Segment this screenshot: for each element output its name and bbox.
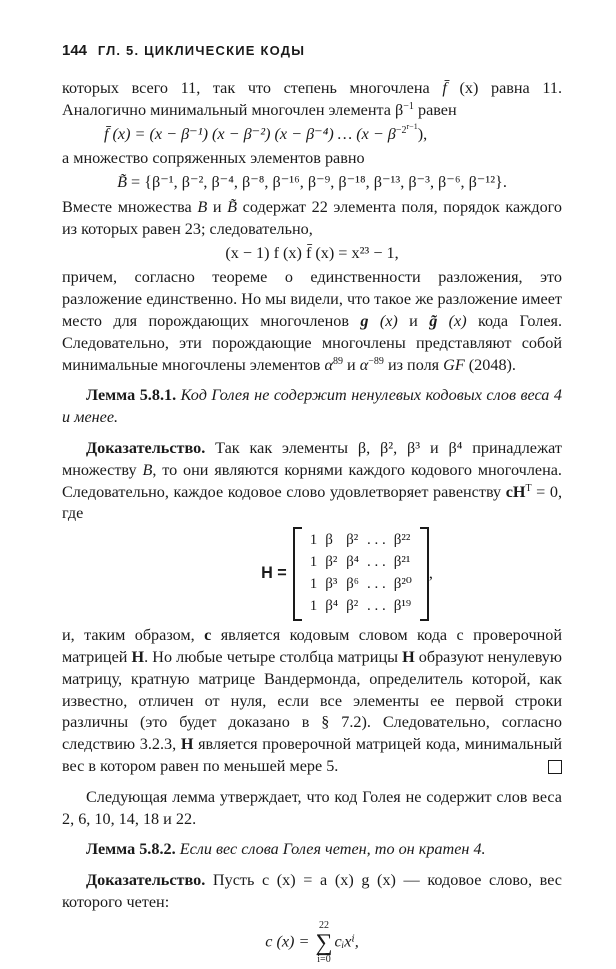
eq1-text: (x) = (x − β⁻¹) (x − β⁻²) (x − β⁻⁴) … (x − β <box>112 124 396 143</box>
cell: β <box>325 532 333 549</box>
text: . Но любые четыре столбца матрицы <box>144 647 403 666</box>
sum-upper: 22 <box>318 919 329 931</box>
proof-label: Доказательство. <box>86 438 206 457</box>
sum-sign: 22 ∑ i=0 <box>315 919 333 965</box>
text: образуют ненулевую матрицу, кратную матрице Вандермонда, определитель которой, как известно, отличен от нуля, если все элементы ее первой строки различны (это будет доказано в § 7.2). Следовательно, согласно следствию 3.2.3, <box>62 647 562 754</box>
cell: β⁶ <box>346 576 359 593</box>
cell: . . . <box>366 576 386 593</box>
sum-lhs: c (x) = <box>265 932 314 951</box>
text: Вместе множества <box>62 197 198 216</box>
cell: β¹⁹ <box>393 598 412 615</box>
matrix-row <box>306 596 416 618</box>
paragraph-conjugates: а множество сопряженных элементов равно <box>62 149 365 168</box>
running-header <box>62 40 305 62</box>
equation-fbar: f̄ (x) = (x − β⁻¹) (x − β⁻²) (x − β⁻⁴) … $(x - \beta^{-2^{r-1}})$, <box>104 121 428 143</box>
matrix-row <box>306 530 416 552</box>
matrix-h <box>132 527 562 621</box>
cell: . . . <box>366 532 386 549</box>
lemma-label: Лемма 5.8.1. <box>86 386 177 405</box>
proof-lemma-5-8-1: Доказательство. Так как элементы β, β², β³ и β⁴ принадлежат множеству B, то они являются корнями каждого кодового многочлена. Следовательно, каждое кодовое слово удовлетворяет равенству $cH^T = 0$, где <box>62 438 562 523</box>
cell: β² <box>346 598 359 615</box>
running-title: ГЛ. 5. ЦИКЛИЧЕСКИЕ КОДЫ <box>97 43 306 58</box>
matrix-label: H = <box>261 564 287 583</box>
text: (2048). <box>464 355 516 374</box>
paragraph-vandermonde: и, таким образом, c является кодовым словом кода с проверочной матрицей H. Но любые четыре столбца матрицы H образуют ненулевую матрицу, кратную матрице Вандермонда, определитель которой, как известно, отличен от нуля, если все элементы ее первой строки различны (это будет доказано в § 7.2). Следовательно, согласно следствию 3.2.3, H является проверочной матрицей кода, минимальный вес в котором равен по меньшей мере 5. <box>62 626 563 775</box>
cell: β²¹ <box>393 554 411 571</box>
left-bracket <box>293 527 302 621</box>
text: и <box>207 197 228 216</box>
page-number: 144 <box>62 42 88 59</box>
lemma-text: Код Голея не содержит ненулевых кодовых слов веса 4 и менее. <box>62 386 562 427</box>
text: из поля <box>383 355 444 374</box>
page-body <box>62 78 562 969</box>
cell: . . . <box>366 598 386 615</box>
text: равен <box>413 100 457 119</box>
comma: , <box>428 564 433 583</box>
paragraph-together: Вместе множества B и B̃ содержат 22 элемента поля, порядок каждого из которых равен 23; следовательно, <box>62 197 562 238</box>
cell: β³ <box>325 576 338 593</box>
lemma-text: Если вес слова Голея четен, то он кратен 4. <box>175 840 486 859</box>
text: является проверочной матрицей кода, минимальный вес в котором равен по меньшей мере 5. <box>62 735 562 775</box>
cell: β²² <box>393 532 411 549</box>
equation-sum <box>62 920 562 966</box>
text: кода Голея. Следовательно, эти порождающие многочлены представляют собой минимальные многочлены элементов <box>62 311 563 374</box>
text: Пусть c (x) = a (x) g (x) — кодовое слово, вес которого четен: <box>62 871 562 911</box>
sum-lower: i=0 <box>317 953 331 965</box>
paragraph-uniqueness: причем, согласно теореме о единственности разложения, это разложение единственно. Но мы видели, что такое же разложение имеет место для порождающих многочленов g (x) и g̃ (x) кода Голея. Следовательно, эти порождающие многочлены представляют собой минимальные многочлены элементов $\alpha^{89}$ и $\alpha^{-89}$ из поля GF (2048). <box>62 268 563 374</box>
qed-icon <box>548 760 562 774</box>
text: Так как элементы β, β², β³ и β⁴ принадлежат множеству <box>62 438 562 479</box>
f-bar: f̄ <box>442 79 447 97</box>
lemma-5-8-1 <box>62 385 562 429</box>
cell: β²⁰ <box>393 576 412 593</box>
cell: β² <box>346 532 359 549</box>
cell: β⁴ <box>325 598 339 615</box>
right-bracket <box>420 527 429 621</box>
text: и, таким образом, <box>62 626 205 645</box>
cell: 1 <box>309 598 318 615</box>
cell: . . . <box>366 554 386 571</box>
text: содержат 22 элемента поля, порядок каждого из которых равен 23; следовательно, <box>62 197 562 238</box>
equation-set-b-tilde: B̃ = {β⁻¹, β⁻², β⁻⁴, β⁻⁸, β⁻¹⁶, β⁻⁹, β⁻¹⁸, β⁻¹³, β⁻³, β⁻⁶, β⁻¹²}. <box>117 173 507 192</box>
cell: β² <box>325 554 338 571</box>
cell: 1 <box>309 532 318 549</box>
matrix-row <box>306 574 416 596</box>
cell: 1 <box>309 554 318 571</box>
proof-lemma-5-8-2 <box>62 870 562 914</box>
lemma-5-8-2 <box>62 839 562 861</box>
cell: 1 <box>309 576 318 593</box>
paragraph-next-lemma: Следующая лемма утверждает, что код Голея не содержит слов веса 2, 6, 10, 14, 18 и 22. <box>62 787 562 828</box>
eq2-text: = {β⁻¹, β⁻², β⁻⁴, β⁻⁸, β⁻¹⁶, β⁻⁹, β⁻¹⁸, β⁻¹³, β⁻³, β⁻⁶, β⁻¹²}. <box>131 173 507 192</box>
proof-label: Доказательство. <box>86 871 206 890</box>
matrix-table <box>306 530 416 618</box>
text: , то они являются корнями каждого кодового многочлена. Следовательно, каждое кодовое слово удовлетворяет равенству <box>62 460 562 501</box>
text: (x) равна 11. Аналогично минимальный многочлен элемента β <box>62 79 563 119</box>
equation-product: (x − 1) f (x) f̄ (x) = x²³ − 1, <box>225 243 399 262</box>
lemma-label: Лемма 5.8.2. <box>86 840 176 859</box>
text: = 0, где <box>62 482 562 523</box>
sum-rhs: cᵢxⁱ, <box>334 932 359 951</box>
cell: β⁴ <box>346 554 359 571</box>
text: является кодовым словом кода с проверочной матрицей <box>62 626 563 666</box>
text: которых всего 11, так что степень многочлена <box>62 79 443 97</box>
text: причем, согласно теореме о единственности разложения, это разложение единственно. Но мы видели, что такое же разложение имеет место для порождающих многочленов <box>62 268 562 330</box>
matrix-row <box>306 552 416 574</box>
paragraph-degree: которых всего 11, так что степень многочлена f̄ (x) равна 11. Аналогично минимальный многочлен элемента $\beta^{-1}$ равен <box>62 79 563 119</box>
